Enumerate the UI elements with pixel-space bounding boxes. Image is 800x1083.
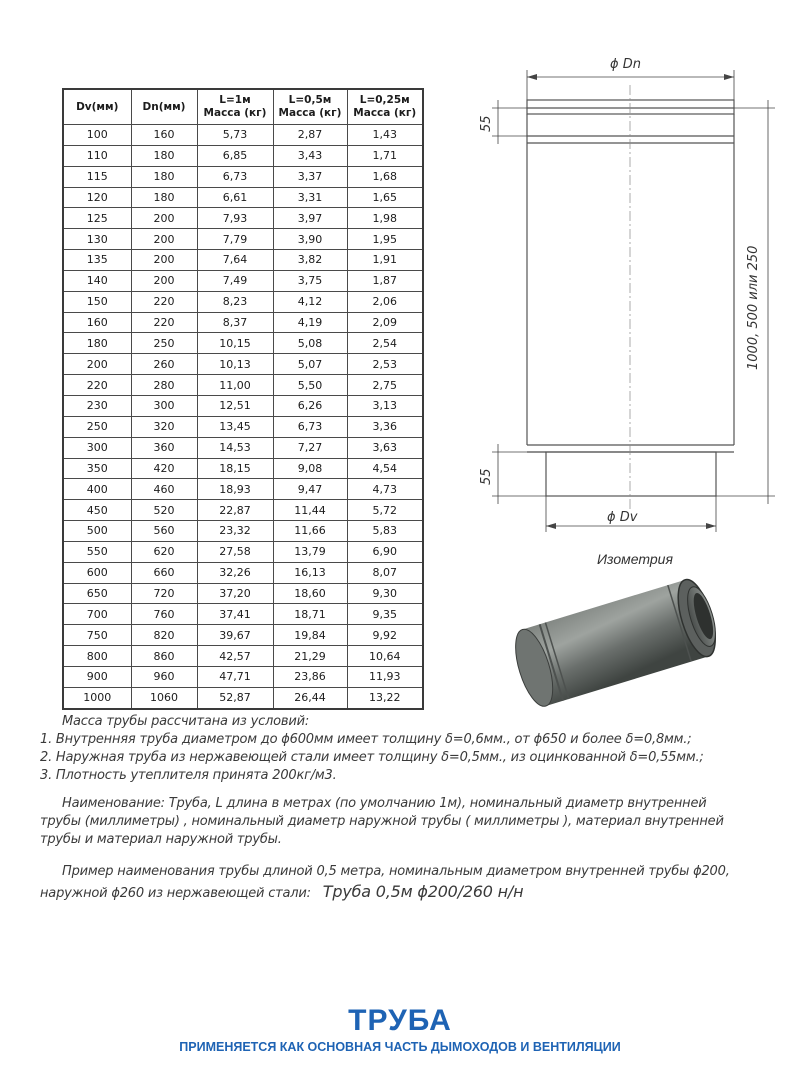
pipe-technical-drawing	[470, 40, 790, 540]
table-cell: 13,22	[347, 687, 423, 708]
top-collar	[527, 100, 734, 114]
table-cell: 400	[63, 479, 131, 500]
table-cell: 8,37	[197, 312, 273, 333]
table-cell: 5,83	[347, 521, 423, 542]
table-cell: 42,57	[197, 646, 273, 667]
table-cell: 200	[131, 229, 197, 250]
table-cell: 120	[63, 187, 131, 208]
table-cell: 37,41	[197, 604, 273, 625]
table-cell: 11,93	[347, 666, 423, 687]
table-cell: 9,08	[273, 458, 347, 479]
table-cell: 6,73	[197, 166, 273, 187]
table-cell: 350	[63, 458, 131, 479]
table-cell: 3,90	[273, 229, 347, 250]
table-cell: 11,00	[197, 375, 273, 396]
table-cell: 10,13	[197, 354, 273, 375]
table-cell: 2,54	[347, 333, 423, 354]
table-cell: 3,36	[347, 416, 423, 437]
table-cell: 3,75	[273, 270, 347, 291]
table-cell: 27,58	[197, 541, 273, 562]
arrow-icon	[706, 523, 716, 529]
length-label: 1000, 500 или 250	[746, 245, 761, 370]
note-item-3: 3. Плотность утеплителя принята 200кг/м3.	[40, 768, 337, 783]
table-cell: 3,82	[273, 250, 347, 271]
table-row	[63, 395, 423, 416]
table-cell: 39,67	[197, 625, 273, 646]
table-cell: 360	[131, 437, 197, 458]
example-text: наружной ϕ260 из нержавеющей стали:	[40, 886, 311, 901]
table-cell: 250	[63, 416, 131, 437]
table-cell: 560	[131, 521, 197, 542]
table-cell: 3,31	[273, 187, 347, 208]
table-cell: 230	[63, 395, 131, 416]
inner-pipe-spigot	[546, 452, 716, 496]
table-cell: 200	[63, 354, 131, 375]
table-header-row	[63, 89, 423, 125]
table-row	[63, 229, 423, 250]
table-cell: 5,08	[273, 333, 347, 354]
header-mass-1m: L=1м Масса (кг)	[197, 89, 273, 125]
table-cell: 130	[63, 229, 131, 250]
naming-line-2: трубы (миллиметры) , номинальный диаметр наружной трубы ( миллиметры ), материал внутренней	[40, 814, 724, 829]
table-cell: 13,79	[273, 541, 347, 562]
example-line-2	[40, 882, 523, 901]
table-cell: 1,95	[347, 229, 423, 250]
table-cell: 5,73	[197, 125, 273, 146]
top-offset-label: 55	[479, 115, 494, 132]
table-row	[63, 208, 423, 229]
table-cell: 7,27	[273, 437, 347, 458]
table-cell: 14,53	[197, 437, 273, 458]
table-cell: 18,15	[197, 458, 273, 479]
table-cell: 11,44	[273, 500, 347, 521]
table-row	[63, 437, 423, 458]
table-cell: 6,26	[273, 395, 347, 416]
table-cell: 3,13	[347, 395, 423, 416]
specification-table	[62, 88, 424, 710]
table-cell: 11,66	[273, 521, 347, 542]
table-cell: 4,54	[347, 458, 423, 479]
table-cell: 6,73	[273, 416, 347, 437]
table-cell: 23,32	[197, 521, 273, 542]
table-cell: 2,75	[347, 375, 423, 396]
table-cell: 520	[131, 500, 197, 521]
table-cell: 135	[63, 250, 131, 271]
table-cell: 47,71	[197, 666, 273, 687]
table-row	[63, 145, 423, 166]
table-row	[63, 375, 423, 396]
table-cell: 110	[63, 145, 131, 166]
table-cell: 16,13	[273, 562, 347, 583]
table-cell: 4,12	[273, 291, 347, 312]
table-cell: 4,19	[273, 312, 347, 333]
table-cell: 9,47	[273, 479, 347, 500]
table-cell: 600	[63, 562, 131, 583]
table-cell: 150	[63, 291, 131, 312]
table-cell: 7,79	[197, 229, 273, 250]
table-cell: 21,29	[273, 646, 347, 667]
table-cell: 460	[131, 479, 197, 500]
table-cell: 1060	[131, 687, 197, 708]
table-cell: 3,63	[347, 437, 423, 458]
table-cell: 10,64	[347, 646, 423, 667]
table-row	[63, 500, 423, 521]
table-row	[63, 312, 423, 333]
table-cell: 8,23	[197, 291, 273, 312]
table-cell: 4,73	[347, 479, 423, 500]
example-line-1: Пример наименования трубы длиной 0,5 метра, номинальным диаметром внутренней трубы ϕ200,	[62, 864, 730, 879]
table-body	[63, 125, 423, 709]
table-row	[63, 479, 423, 500]
table-cell: 450	[63, 500, 131, 521]
table-cell: 280	[131, 375, 197, 396]
header-dv: Dv(мм)	[63, 89, 131, 125]
table-cell: 18,60	[273, 583, 347, 604]
table-row	[63, 250, 423, 271]
table-cell: 260	[131, 354, 197, 375]
table-cell: 13,45	[197, 416, 273, 437]
table-cell: 200	[131, 208, 197, 229]
table-cell: 1,98	[347, 208, 423, 229]
table-cell: 3,43	[273, 145, 347, 166]
table-cell: 220	[131, 312, 197, 333]
table-cell: 160	[63, 312, 131, 333]
table-row	[63, 416, 423, 437]
table-row	[63, 125, 423, 146]
table-cell: 2,87	[273, 125, 347, 146]
table-cell: 2,06	[347, 291, 423, 312]
table-cell: 18,71	[273, 604, 347, 625]
outer-diameter-label: ϕ Dn	[610, 57, 641, 72]
table-cell: 300	[131, 395, 197, 416]
table-cell: 1,87	[347, 270, 423, 291]
table-cell: 115	[63, 166, 131, 187]
pipe-isometric-image	[500, 570, 750, 710]
table-cell: 2,53	[347, 354, 423, 375]
table-cell: 760	[131, 604, 197, 625]
table-cell: 32,26	[197, 562, 273, 583]
table-cell: 660	[131, 562, 197, 583]
table-cell: 1,91	[347, 250, 423, 271]
table-row	[63, 562, 423, 583]
bottom-offset-label: 55	[479, 468, 494, 485]
table-cell: 620	[131, 541, 197, 562]
table-cell: 9,92	[347, 625, 423, 646]
table-cell: 125	[63, 208, 131, 229]
table-row	[63, 333, 423, 354]
naming-line-1: Наименование: Труба, L длина в метрах (по умолчанию 1м), номинальный диаметр внутренней	[62, 796, 707, 811]
table-cell: 22,87	[197, 500, 273, 521]
table-cell: 1,43	[347, 125, 423, 146]
table-cell: 7,49	[197, 270, 273, 291]
table-cell: 420	[131, 458, 197, 479]
table-cell: 7,64	[197, 250, 273, 271]
table-row	[63, 541, 423, 562]
table-cell: 320	[131, 416, 197, 437]
table-row	[63, 187, 423, 208]
table-cell: 6,61	[197, 187, 273, 208]
table-cell: 180	[131, 166, 197, 187]
table-cell: 23,86	[273, 666, 347, 687]
table-cell: 8,07	[347, 562, 423, 583]
table-cell: 200	[131, 250, 197, 271]
footer-title: ТРУБА	[348, 1004, 452, 1037]
table-cell: 820	[131, 625, 197, 646]
table-cell: 180	[131, 145, 197, 166]
table-row	[63, 604, 423, 625]
table-row	[63, 687, 423, 708]
table-cell: 550	[63, 541, 131, 562]
table-cell: 1000	[63, 687, 131, 708]
table-cell: 160	[131, 125, 197, 146]
table-cell: 500	[63, 521, 131, 542]
table-cell: 960	[131, 666, 197, 687]
table-cell: 12,51	[197, 395, 273, 416]
naming-line-3: трубы и материал наружной трубы.	[40, 832, 282, 847]
table-cell: 5,07	[273, 354, 347, 375]
table-cell: 9,30	[347, 583, 423, 604]
note-item-2: 2. Наружная труба из нержавеющей стали имеет толщину δ=0,5мм., из оцинкованной δ=0,55мм.;	[40, 750, 704, 765]
table-cell: 37,20	[197, 583, 273, 604]
table-cell: 2,09	[347, 312, 423, 333]
table-row	[63, 291, 423, 312]
table-cell: 900	[63, 666, 131, 687]
table-cell: 9,35	[347, 604, 423, 625]
isometry-caption: Изометрия	[597, 551, 673, 567]
table-cell: 180	[131, 187, 197, 208]
arrow-icon	[527, 74, 537, 80]
arrow-icon	[724, 74, 734, 80]
header-mass-05m: L=0,5м Масса (кг)	[273, 89, 347, 125]
table-cell: 140	[63, 270, 131, 291]
table-cell: 6,85	[197, 145, 273, 166]
table-cell: 52,87	[197, 687, 273, 708]
header-mass-025m: L=0,25м Масса (кг)	[347, 89, 423, 125]
table-row	[63, 270, 423, 291]
table-cell: 860	[131, 646, 197, 667]
table-cell: 10,15	[197, 333, 273, 354]
table-cell: 1,71	[347, 145, 423, 166]
note-item-1: 1. Внутренняя труба диаметром до ϕ600мм имеет толщину δ=0,6мм., от ϕ650 и более δ=0,8мм.;	[40, 732, 692, 747]
table-cell: 220	[131, 291, 197, 312]
table-cell: 100	[63, 125, 131, 146]
table-cell: 250	[131, 333, 197, 354]
table-cell: 300	[63, 437, 131, 458]
example-pipe-name: Труба 0,5м ϕ200/260 н/н	[322, 882, 524, 901]
table-row	[63, 666, 423, 687]
table-row	[63, 625, 423, 646]
table-cell: 700	[63, 604, 131, 625]
inner-diameter-label: ϕ Dv	[607, 510, 638, 525]
table-row	[63, 458, 423, 479]
notes-intro: Масса трубы рассчитана из условий:	[62, 714, 310, 729]
table-cell: 1,68	[347, 166, 423, 187]
table-cell: 6,90	[347, 541, 423, 562]
header-dn: Dn(мм)	[131, 89, 197, 125]
table-row	[63, 583, 423, 604]
table-row	[63, 646, 423, 667]
table-row	[63, 166, 423, 187]
table-row	[63, 521, 423, 542]
footer-subtitle: ПРИМЕНЯЕТСЯ КАК ОСНОВНАЯ ЧАСТЬ ДЫМОХОДОВ И ВЕНТИЛЯЦИИ	[179, 1040, 621, 1054]
table-row	[63, 354, 423, 375]
table-cell: 720	[131, 583, 197, 604]
table-cell: 3,37	[273, 166, 347, 187]
table-cell: 220	[63, 375, 131, 396]
table-cell: 18,93	[197, 479, 273, 500]
table-cell: 750	[63, 625, 131, 646]
table-cell: 19,84	[273, 625, 347, 646]
table-cell: 180	[63, 333, 131, 354]
table-cell: 26,44	[273, 687, 347, 708]
table-cell: 7,93	[197, 208, 273, 229]
table-cell: 200	[131, 270, 197, 291]
arrow-icon	[546, 523, 556, 529]
table-cell: 3,97	[273, 208, 347, 229]
table-cell: 800	[63, 646, 131, 667]
table-cell: 1,65	[347, 187, 423, 208]
table-cell: 5,72	[347, 500, 423, 521]
table-cell: 5,50	[273, 375, 347, 396]
table-cell: 650	[63, 583, 131, 604]
